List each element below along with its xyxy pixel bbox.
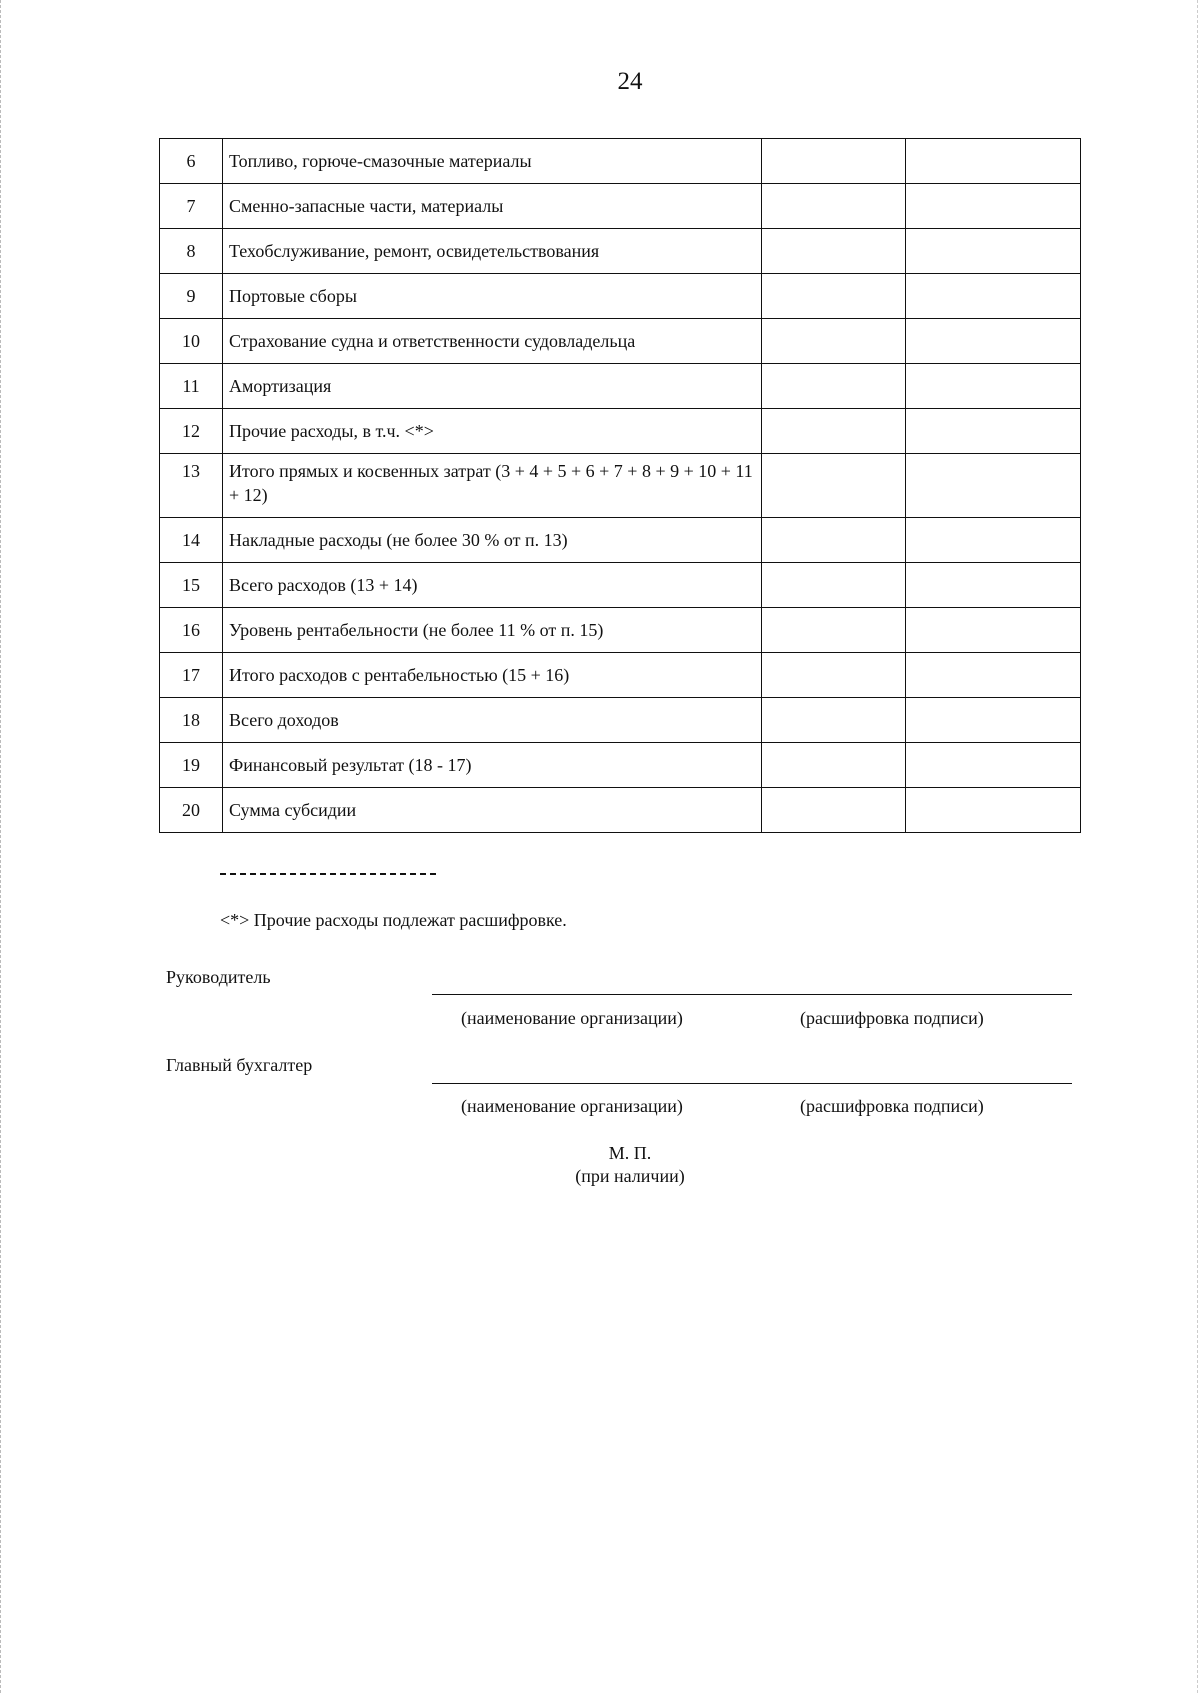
table-row: [160, 409, 1081, 454]
head-label: Руководитель: [166, 967, 271, 987]
row-number: 18: [160, 698, 223, 743]
row-name: Итого прямых и косвенных затрат (3 + 4 + 5 + 6 + 7 + 8 + 9 + 10 + 11 + 12): [223, 454, 762, 518]
value-cell-2: [906, 409, 1081, 454]
table-row: [160, 743, 1081, 788]
table-row: [160, 319, 1081, 364]
row-number: 12: [160, 409, 223, 454]
value-cell-1: [762, 139, 906, 184]
row-number: 19: [160, 743, 223, 788]
value-cell-1: [762, 518, 906, 563]
accountant-sign-caption: (расшифровка подписи): [800, 1096, 984, 1116]
value-cell-2: [906, 653, 1081, 698]
value-cell-2: [906, 139, 1081, 184]
table-row: [160, 184, 1081, 229]
row-number: 11: [160, 364, 223, 409]
row-name: Амортизация: [223, 364, 762, 409]
value-cell-1: [762, 319, 906, 364]
row-name: Сумма субсидии: [223, 788, 762, 833]
head-sign-caption: (расшифровка подписи): [800, 1008, 984, 1028]
value-cell-2: [906, 743, 1081, 788]
value-cell-2: [906, 563, 1081, 608]
row-number: 7: [160, 184, 223, 229]
scan-edge-right: [1195, 0, 1198, 1693]
table-row: [160, 454, 1081, 518]
value-cell-2: [906, 319, 1081, 364]
stamp-place: [0, 1142, 1200, 1188]
value-cell-2: [906, 364, 1081, 409]
row-number: 14: [160, 518, 223, 563]
table-row: [160, 364, 1081, 409]
cost-table: [159, 138, 1081, 833]
row-name: Топливо, горюче-смазочные материалы: [223, 139, 762, 184]
value-cell-1: [762, 698, 906, 743]
accountant-label: Главный бухгалтер: [166, 1055, 313, 1075]
head-org-caption: (наименование организации): [461, 1008, 683, 1028]
value-cell-1: [762, 743, 906, 788]
row-number: 8: [160, 229, 223, 274]
stamp-label: М. П.: [608, 1143, 652, 1163]
row-name: Уровень рентабельности (не более 11 % от п. 15): [223, 608, 762, 653]
row-name: Всего расходов (13 + 14): [223, 563, 762, 608]
table-row: [160, 274, 1081, 319]
value-cell-1: [762, 653, 906, 698]
footnote-separator: [220, 873, 436, 875]
value-cell-1: [762, 184, 906, 229]
row-number: 10: [160, 319, 223, 364]
row-name: Финансовый результат (18 - 17): [223, 743, 762, 788]
value-cell-2: [906, 184, 1081, 229]
head-signature-line: [432, 994, 1072, 995]
row-name: Техобслуживание, ремонт, освидетельствования: [223, 229, 762, 274]
row-number: 13: [160, 454, 223, 518]
row-name: Итого расходов с рентабельностью (15 + 16): [223, 653, 762, 698]
row-name: Всего доходов: [223, 698, 762, 743]
value-cell-1: [762, 608, 906, 653]
row-number: 9: [160, 274, 223, 319]
value-cell-2: [906, 788, 1081, 833]
value-cell-2: [906, 698, 1081, 743]
value-cell-1: [762, 563, 906, 608]
value-cell-1: [762, 454, 906, 518]
row-name: Страхование судна и ответственности судовладельца: [223, 319, 762, 364]
row-number: 6: [160, 139, 223, 184]
table-row: [160, 518, 1081, 563]
accountant-signature-line: [432, 1083, 1072, 1084]
row-name: Прочие расходы, в т.ч. <*>: [223, 409, 762, 454]
value-cell-1: [762, 788, 906, 833]
value-cell-1: [762, 274, 906, 319]
value-cell-1: [762, 409, 906, 454]
page-number: 24: [617, 68, 643, 95]
scan-edge-left: [0, 0, 3, 1693]
value-cell-2: [906, 229, 1081, 274]
value-cell-2: [906, 454, 1081, 518]
table-row: [160, 563, 1081, 608]
table-row: [160, 139, 1081, 184]
value-cell-1: [762, 364, 906, 409]
row-number: 17: [160, 653, 223, 698]
row-name: Портовые сборы: [223, 274, 762, 319]
row-name: Сменно-запасные части, материалы: [223, 184, 762, 229]
accountant-org-caption: (наименование организации): [461, 1096, 683, 1116]
value-cell-2: [906, 274, 1081, 319]
table-row: [160, 698, 1081, 743]
row-number: 20: [160, 788, 223, 833]
row-name: Накладные расходы (не более 30 % от п. 13): [223, 518, 762, 563]
table-row: [160, 229, 1081, 274]
table-row: [160, 608, 1081, 653]
value-cell-2: [906, 518, 1081, 563]
footnote: <*> Прочие расходы подлежат расшифровке.: [220, 910, 567, 930]
stamp-note: (при наличии): [575, 1166, 685, 1186]
row-number: 15: [160, 563, 223, 608]
row-number: 16: [160, 608, 223, 653]
table-row: [160, 653, 1081, 698]
value-cell-2: [906, 608, 1081, 653]
table-row: [160, 788, 1081, 833]
value-cell-1: [762, 229, 906, 274]
